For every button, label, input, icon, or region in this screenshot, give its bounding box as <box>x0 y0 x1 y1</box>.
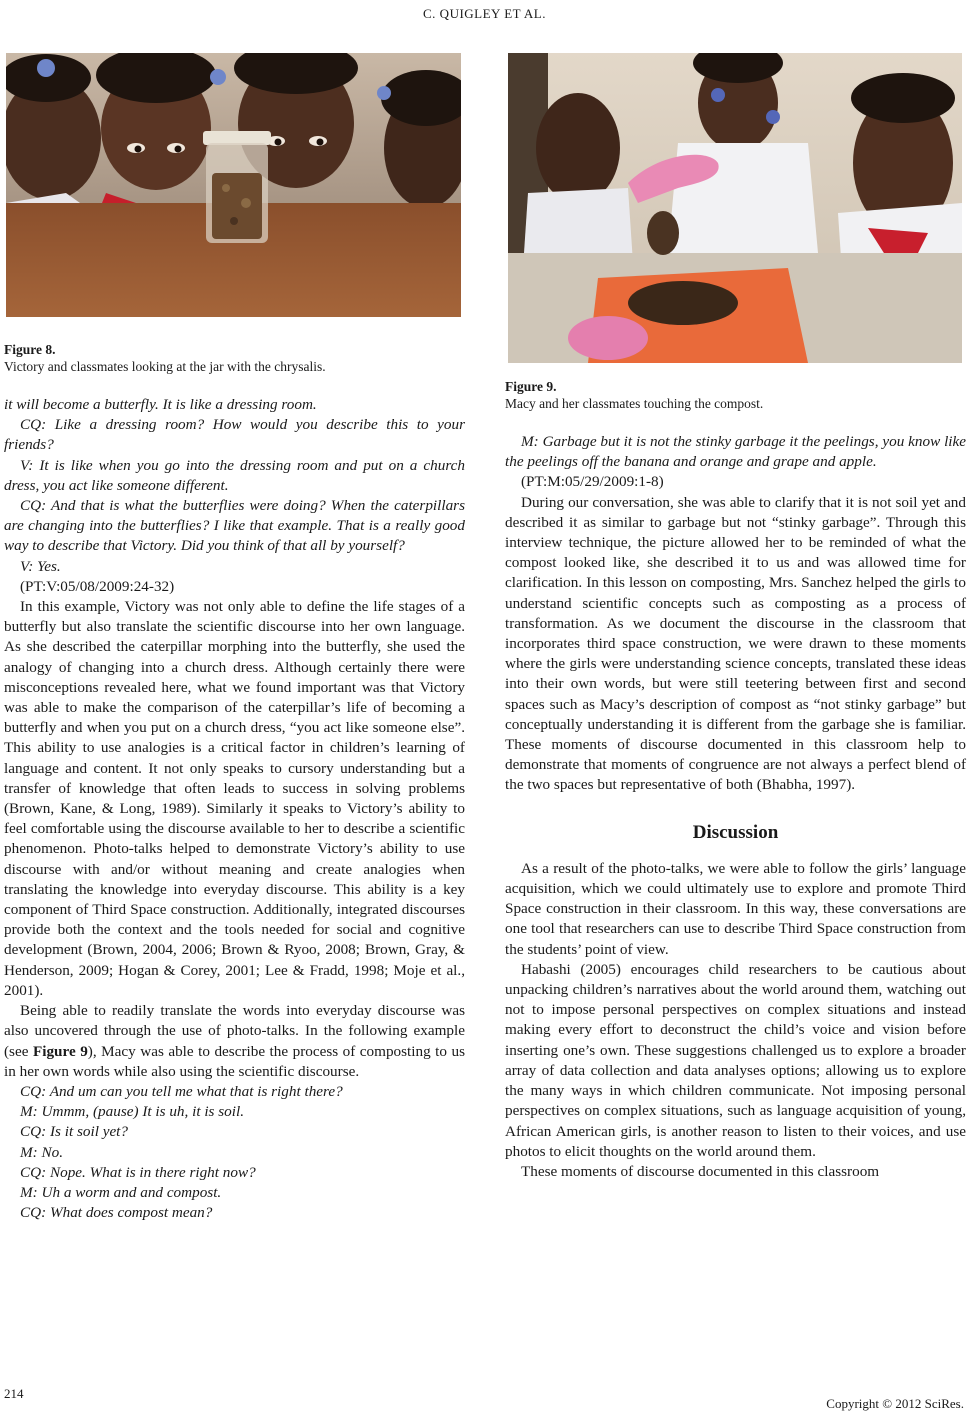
figure-8-label: Figure 8. <box>4 342 56 357</box>
dialogue-text: : And um can you tell me what that is right there? <box>41 1082 343 1100</box>
speaker: CQ <box>20 1123 42 1141</box>
body-paragraph: As a result of the photo-talks, we were able to follow the girls’ language acquisition, which we could ultimately use to explore and promote Third Space construction in their classroom. In this way, these conversations are one tool that researchers can use to describe Third Space construction from the students’ point of view. <box>505 859 966 958</box>
dialogue-line <box>4 1122 465 1142</box>
speaker: M <box>521 433 534 450</box>
figure-8-photo <box>6 53 461 317</box>
copyright-notice: Copyright © 2012 SciRes. <box>826 1396 964 1411</box>
dialogue-text: : Uh a worm and and compost. <box>32 1183 222 1201</box>
speaker: CQ <box>20 1082 42 1100</box>
page-number: 214 <box>4 1386 24 1401</box>
speaker: CQ <box>20 1204 42 1222</box>
speaker: V <box>20 557 29 575</box>
text-run: ), Macy was able to describe the process of composting to us in her own words while also using the scientific discourse. <box>4 1042 465 1080</box>
section-heading: Discussion <box>692 821 779 843</box>
dialogue-line <box>4 415 465 455</box>
figure-8-caption: Victory and classmates looking at the jar with the chrysalis. <box>4 359 326 374</box>
figure-9-caption: Macy and her classmates touching the compost. <box>505 396 764 411</box>
body-paragraph <box>4 1001 465 1082</box>
text-run: Being able to readily translate the words into everyday discourse was also uncovered through the use of photo-talks. In the following example (see <box>4 1002 465 1060</box>
dialogue-text: : Like a dressing room? How would you describe this to your friends? <box>4 416 465 454</box>
dialogue-text: : And that is what the butterflies were doing? When the caterpillars are changing into the butterflies? I like that example. That is a really good way to describe that Victory. Did you think of that all by yourself? <box>4 497 465 555</box>
speaker: M <box>20 1143 33 1161</box>
body-paragraph: In this example, Victory was not only able to define the life stages of a butterfly but also translate the scientific discourse into her own language. As she described the caterpillar morphing into the butterfly, she used the analogy of changing into a church dress. Although certainly there were misconceptions revealed here, what we found important was that Victory was able to make the comparison of the caterpillar’s life of becoming a butterfly and when you put on a church dress, “you act like someone else”. This ability to use analogies is a critical factor in children’s learning of language and content. It not only speaks to cursory understanding but a transfer of knowledge that often leads to success in solving problems (Brown, Kane, & Long, 1989). Similarly it speaks to Victory’s ability to feel comfortable using the discourse available to her to describe a scientific phenomenon. Photo-talks helped to demonstrate Victory’s ability to use discourse with and/or without meaning and create analogies when translating the knowledge into everyday discourse. This ability is a key component of Third Space construction. Additionally, integrated discourses provide both the context and the tools needed for social and cognitive development (Brown, 2004, 2006; Brown & Ryoo, 2008; Brown, Gray, & Henderson, 2009; Hogan & Corey, 2001; Lee & Fradd, 1998; Moje et al., 2001). <box>4 598 465 999</box>
citation: (PT:V:05/08/2009:24-32) <box>20 577 175 595</box>
figure-8-illustration <box>6 53 461 317</box>
dialogue-line <box>4 1183 465 1203</box>
dialogue-text: : Garbage but it is not the stinky garbage it the peelings, you know like the peelings off the banana and orange and grape and apple. <box>505 433 966 471</box>
citation: (PT:M:05/29/2009:1-8) <box>521 473 664 491</box>
dialogue-line <box>4 1143 465 1163</box>
figure-reference[interactable]: Figure 9 <box>32 1042 88 1060</box>
dialogue-line: it will become a butterfly. It is like a dressing room. <box>4 396 317 413</box>
dialogue-text: : No. <box>32 1143 64 1161</box>
speaker: CQ <box>20 497 42 515</box>
dialogue-line <box>4 496 465 557</box>
dialogue-text: : Yes. <box>28 557 61 575</box>
right-column <box>505 379 966 1182</box>
figure-9-label: Figure 9. <box>505 379 557 394</box>
dialogue-text: : It is like when you go into the dressing room and put on a church dress, you act like someone different. <box>4 456 465 494</box>
dialogue-text: : What does compost mean? <box>41 1204 213 1222</box>
body-paragraph: During our conversation, she was able to clarify that it is not soil yet and described it as similar to garbage but not “stinky garbage”. Through this interview technique, the picture allowed her to be reminded of what the compost looked like, she described it to us and was allowed time for clarification. In this lesson on composting, Mrs. Sanchez helped the girls to understand scientific concepts such as composting as a process of transformation. As we document the discourse in the classroom that incorporates third space construction, we were drawn to these moments where the girls were understanding science concepts, translated these ideas into their own words, but were still teetering between first and second spaces such as Macy’s description of compost as “not stinky garbage” but conceptually understanding it is different from the garbage she is familiar. These moments of discourse documented in this classroom help to demonstrate that moments of congruence are not always a perfect blend of the two spaces but representative of both (Bhabha, 1997). <box>505 493 966 794</box>
dialogue-text: : Nope. What is in there right now? <box>41 1163 256 1181</box>
figure-9-illustration <box>508 53 962 363</box>
dialogue-line <box>4 557 465 577</box>
speaker: CQ <box>20 1163 42 1181</box>
speaker: M <box>20 1103 33 1121</box>
speaker: CQ <box>20 416 42 434</box>
speaker: V <box>20 456 29 474</box>
dialogue-line <box>4 1082 465 1102</box>
dialogue-text: : Ummm, (pause) It is uh, it is soil. <box>32 1103 245 1121</box>
body-paragraph: Habashi (2005) encourages child researchers to be cautious about unpacking children’s narratives about the world around them, watching out not to impose personal perspectives on complex situations and instead making every effort to deconstruct the child’s voice and vision before inserting one’s own. These suggestions challenged us to explore a broader array of data collection and data analyses options; allowing us to explore the many ways in which children communicate. Not imposing personal perspectives on complex situations, such as language acquisition of young, African American girls, is another reason to listen to their voices, and use photos to elicit thoughts on the world around them. <box>505 960 966 1160</box>
body-paragraph: These moments of discourse documented in this classroom <box>521 1162 880 1180</box>
dialogue-line <box>4 1102 465 1122</box>
left-column <box>4 342 465 1223</box>
dialogue-line <box>505 432 966 472</box>
dialogue-line <box>4 456 465 496</box>
dialogue-line <box>4 1163 465 1183</box>
dialogue-text: : Is it soil yet? <box>41 1123 128 1141</box>
figure-9-photo <box>508 53 962 363</box>
dialogue-line <box>4 1203 465 1223</box>
speaker: M <box>20 1183 33 1201</box>
running-head: C. QUIGLEY ET AL. <box>423 6 546 21</box>
